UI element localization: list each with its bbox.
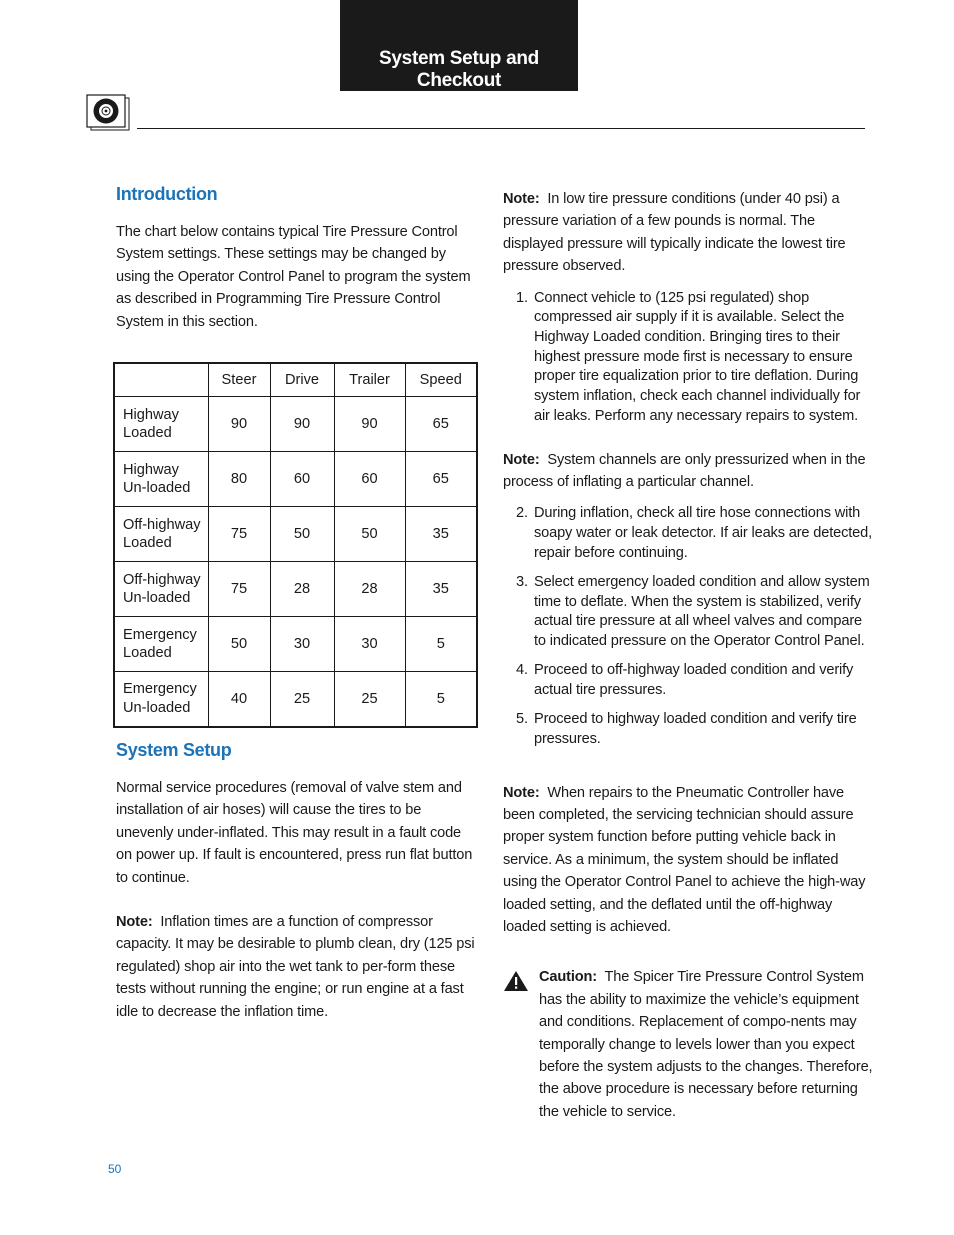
trailer-cell: 50 (334, 507, 405, 562)
step-text: Proceed to off-highway loaded condition and verify actual tire pressures. (534, 662, 854, 698)
step-text: Proceed to highway loaded condition and verify tire pressures. (534, 711, 857, 747)
system-setup-section (116, 740, 478, 1023)
steer-cell: 75 (208, 507, 270, 562)
drive-cell: 30 (270, 617, 334, 672)
column-header: Steer (208, 363, 270, 397)
speed-cell: 35 (405, 507, 477, 562)
condition-cell: Off-highway Un-loaded (114, 562, 208, 617)
condition-cell: Highway Un-loaded (114, 452, 208, 507)
section-header-tab (340, 0, 578, 91)
condition-cell: Emergency Un-loaded (114, 672, 208, 727)
note-text: In low tire pressure conditions (under 40 psi) a pressure variation of a few pounds is normal. The displayed pressure will typically indicate the lowest tire pressure observed. (503, 191, 846, 275)
trailer-cell: 25 (334, 672, 405, 727)
steer-cell: 80 (208, 452, 270, 507)
step-number: 1. (516, 289, 528, 306)
repairs-note (503, 782, 875, 939)
steer-cell: 40 (208, 672, 270, 727)
column-header: Trailer (334, 363, 405, 397)
step-number: 4. (516, 662, 528, 679)
speed-cell: 65 (405, 452, 477, 507)
table-header-row (114, 363, 477, 397)
caution-text: The Spicer Tire Pressure Control System has the ability to maximize the vehicle’s equipment and conditions. Replacement of compo-nents may temporally change to levels lower than you expect before the system adjusts to the changes. Therefore, the above procedure is necessary before returning the vehicle to service. (539, 969, 873, 1120)
note-text: When repairs to the Pneumatic Controller have been completed, the servicing technician should assure proper system function before putting vehicle back in service. As a minimum, the system should be inflated using the Operator Control Panel to achieve the high-way loaded setting, and the deflated until the off-highway loaded setting is achieved. (503, 784, 866, 936)
list-item (503, 710, 875, 749)
step-number: 5. (516, 711, 528, 728)
caution-block (503, 966, 875, 1123)
procedure-column (503, 188, 875, 1123)
step-text: During inflation, check all tire hose connections with soapy water or leak detector. If air leaks are detected, repair before continuing. (534, 505, 872, 561)
steer-cell: 90 (208, 397, 270, 452)
note-label: Note: (503, 784, 540, 801)
inflation-note (116, 911, 478, 1023)
step-text: Connect vehicle to (125 psi regulated) shop compressed air supply if it is available. Select the Highway Loaded condition. Bringing tires to their highest pressure mode first is necessary to ensure proper tire equalization prior to tire deflation. During system inflation, check each channel individually for air leaks. Perform any necessary repairs to system. (534, 289, 861, 424)
speed-cell: 65 (405, 397, 477, 452)
speed-cell: 35 (405, 562, 477, 617)
drive-cell: 90 (270, 397, 334, 452)
page-number: 50 (108, 1162, 122, 1176)
introduction-heading: Introduction (116, 184, 218, 204)
trailer-cell: 28 (334, 562, 405, 617)
tire-pressure-table (113, 362, 478, 728)
section-title: System Setup and Checkout (379, 48, 539, 91)
step-text: Select emergency loaded condition and allow system time to deflate. When the system is stabilized, verify actual tire pressure at all wheel valves and compare to indicated pressure on the Operator Control Panel. (534, 573, 870, 650)
note-text: System channels are only pressurized when in the process of inflating a particular channel. (503, 451, 866, 490)
steer-cell: 50 (208, 617, 270, 672)
introduction-section (116, 184, 478, 333)
table-row (114, 507, 477, 562)
channels-note (503, 449, 875, 494)
caution-text-block (539, 966, 875, 1123)
table-corner-cell (114, 363, 208, 397)
drive-cell: 50 (270, 507, 334, 562)
column-header: Drive (270, 363, 334, 397)
note-label: Note: (116, 914, 153, 931)
steer-cell: 75 (208, 562, 270, 617)
condition-cell: Emergency Loaded (114, 617, 208, 672)
low-pressure-note (503, 188, 875, 278)
drive-cell: 25 (270, 672, 334, 727)
condition-cell: Off-highway Loaded (114, 507, 208, 562)
list-item (503, 573, 875, 652)
introduction-body: The chart below contains typical Tire Pressure Control System settings. These settings may be changed by using the Operator Control Panel to program the system as described in Programming Tire Pressure Control System in this section. (116, 224, 471, 330)
step-number: 3. (516, 573, 528, 590)
table-row (114, 562, 477, 617)
note-label: Note: (503, 191, 540, 207)
warning-triangle-icon (503, 970, 529, 992)
speed-cell: 5 (405, 617, 477, 672)
condition-cell: Highway Loaded (114, 397, 208, 452)
system-setup-heading: System Setup (116, 740, 232, 760)
trailer-cell: 30 (334, 617, 405, 672)
trailer-cell: 60 (334, 452, 405, 507)
note-label: Note: (503, 451, 540, 468)
list-item (503, 289, 875, 427)
note-text: Inflation times are a function of compressor capacity. It may be desirable to plumb clean, dry (125 psi regulated) shop air into the wet tank to per-form these tests without running the engine; or run engine at a fast idle to decrease the inflation time. (116, 914, 475, 1020)
caution-label: Caution: (539, 969, 597, 986)
list-item (503, 504, 875, 563)
speed-cell: 5 (405, 672, 477, 727)
system-setup-body: Normal service procedures (removal of valve stem and installation of air hoses) will cause the tires to be unevenly under-inflated. This may result in a fault code on power up. If fault is encountered, press run flat button to continue. (116, 780, 473, 886)
trailer-cell: 90 (334, 397, 405, 452)
procedure-steps (503, 289, 875, 427)
header-rule (137, 128, 865, 129)
tire-icon (86, 94, 130, 131)
drive-cell: 60 (270, 452, 334, 507)
list-item (503, 661, 875, 700)
table-row (114, 617, 477, 672)
column-header: Speed (405, 363, 477, 397)
table-row (114, 672, 477, 727)
step-number: 2. (516, 505, 528, 522)
procedure-steps (503, 504, 875, 749)
table-row (114, 452, 477, 507)
table-row (114, 397, 477, 452)
drive-cell: 28 (270, 562, 334, 617)
